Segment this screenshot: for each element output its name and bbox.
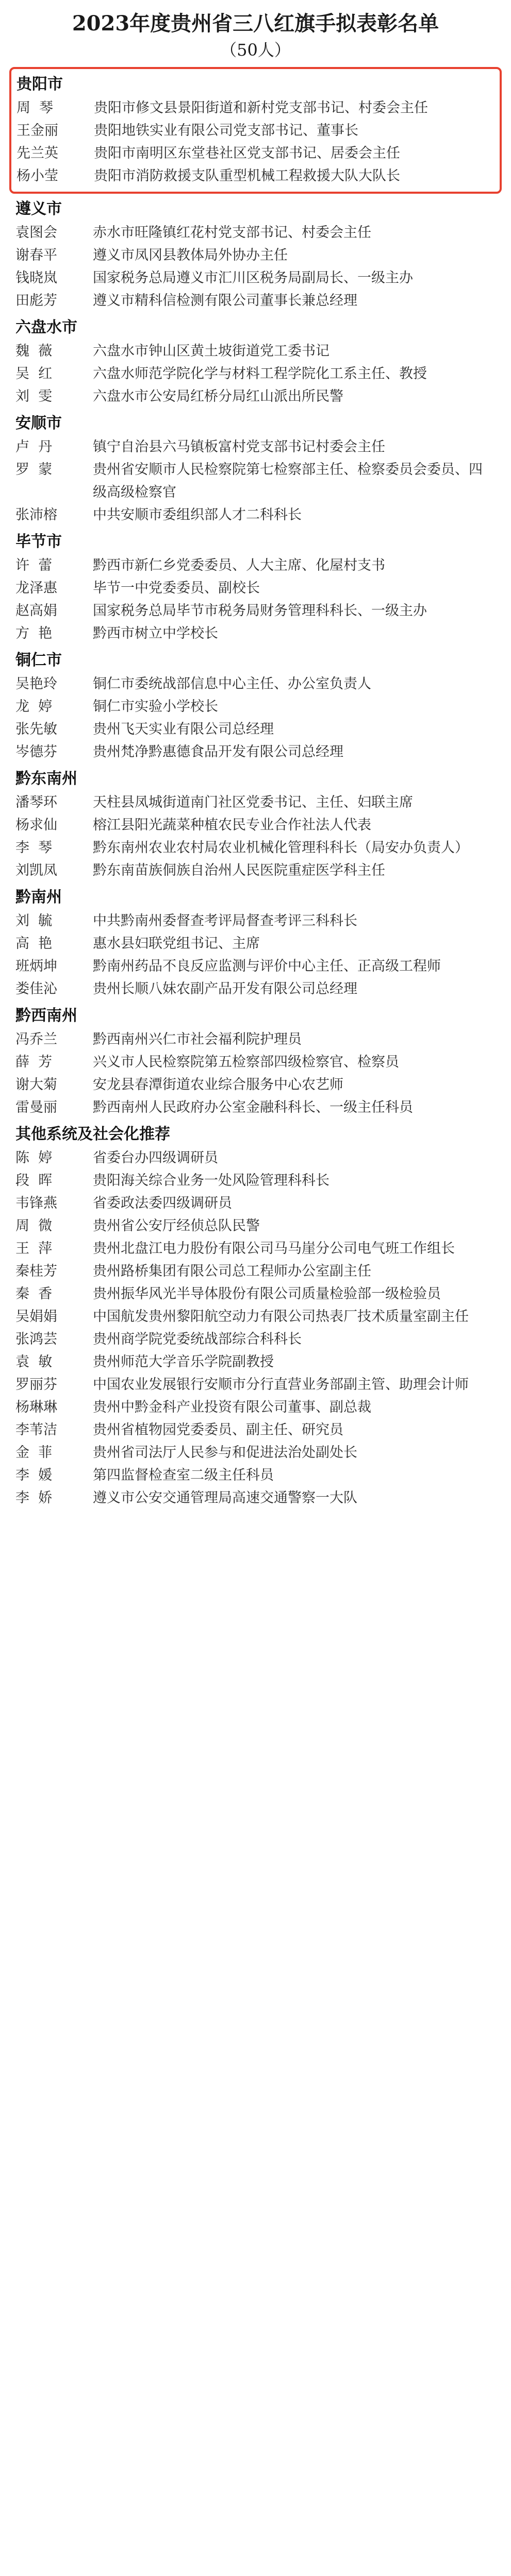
region-title: 安顺市	[15, 414, 62, 432]
honoree-name: 薛 芳	[15, 1054, 53, 1070]
honoree-name: 卢 丹	[15, 439, 53, 455]
region-section	[15, 767, 496, 882]
honoree-row	[15, 1215, 496, 1238]
honoree-row	[15, 718, 496, 741]
honoree-row	[15, 1028, 496, 1051]
honoree-row	[15, 837, 496, 859]
honoree-position: 贵州路桥集团有限公司总工程师办公室副主任	[93, 1263, 371, 1279]
honoree-position: 安龙县春潭街道农业综合服务中心农艺师	[93, 1077, 343, 1093]
region-section	[15, 411, 496, 527]
honoree-position: 中共安顺市委组织部人才二科科长	[93, 507, 302, 523]
honoree-row	[15, 814, 496, 837]
honoree-row	[15, 577, 496, 600]
honoree-row	[17, 165, 494, 188]
honoree-position: 遵义市公安交通管理局高速交通警察一大队	[93, 1490, 357, 1506]
region-title: 毕节市	[15, 533, 62, 551]
honoree-name: 金 菲	[15, 1445, 53, 1461]
region-title: 黔南州	[15, 888, 62, 906]
honoree-row	[15, 504, 496, 527]
honoree-position: 省委政法委四级调研员	[93, 1195, 232, 1211]
honoree-position: 黔东南州农业农村局农业机械化管理科科长（局安办负责人）	[93, 840, 469, 856]
honoree-row	[15, 1147, 496, 1170]
honoree-name: 杨求仙	[15, 817, 57, 833]
honoree-position: 贵阳地铁实业有限公司党支部书记、董事长	[94, 123, 358, 139]
honoree-position: 黔西南州兴仁市社会福利院护理员	[93, 1031, 302, 1047]
honoree-position: 中国农业发展银行安顺市分行直营业务部副主管、助理会计师	[93, 1377, 469, 1393]
region-title: 黔东南州	[15, 770, 77, 788]
honoree-row	[15, 267, 496, 290]
honoree-position: 贵州省安顺市人民检察院第七检察部主任、检察委员会委员、四级高级检察官	[93, 462, 483, 500]
honoree-row	[15, 1487, 496, 1510]
region-title: 铜仁市	[15, 651, 62, 669]
honoree-name: 张鸿芸	[15, 1331, 57, 1347]
honoree-row	[15, 1260, 496, 1283]
region-section	[15, 885, 496, 1001]
honoree-row	[15, 1051, 496, 1074]
honoree-name: 雷曼丽	[15, 1099, 57, 1115]
honoree-position: 国家税务总局毕节市税务局财务管理科科长、一级主办	[93, 603, 427, 619]
honoree-name: 韦锋燕	[15, 1195, 57, 1211]
region-section	[15, 530, 496, 645]
honoree-position: 贵阳市消防救援支队重型机械工程救援大队大队长	[94, 168, 400, 184]
honoree-row	[15, 1374, 496, 1396]
region-section	[15, 1004, 496, 1119]
honoree-position: 第四监督检查室二级主任科员	[93, 1467, 274, 1483]
honoree-row	[15, 1096, 496, 1119]
honoree-name: 罗丽芬	[15, 1377, 57, 1393]
honoree-position: 中国航发贵州黎阳航空动力有限公司热表厂技术质量室副主任	[93, 1309, 469, 1325]
honoree-row	[15, 978, 496, 1001]
honoree-name: 李 琴	[15, 840, 53, 856]
honoree-position: 贵阳市修文县景阳街道和新村党支部书记、村委会主任	[94, 100, 428, 116]
honoree-name: 魏 薇	[15, 343, 53, 359]
honoree-position: 六盘水市钟山区黄土坡街道党工委书记	[93, 343, 329, 359]
honoree-row	[17, 120, 494, 142]
honoree-name: 杨琳琳	[15, 1399, 57, 1415]
honoree-row	[15, 741, 496, 764]
region-title: 黔西南州	[15, 1007, 77, 1025]
honoree-position: 贵州梵净黔惠德食品开发有限公司总经理	[93, 744, 343, 760]
honoree-name: 袁图会	[15, 225, 57, 241]
honoree-position: 中共黔南州委督查考评局督查考评三科科长	[93, 913, 357, 929]
honoree-row	[15, 1238, 496, 1260]
honoree-name: 张沛榕	[15, 507, 57, 523]
honoree-row	[15, 1464, 496, 1487]
honoree-row	[15, 1351, 496, 1374]
honoree-position: 黔南州药品不良反应监测与评价中心主任、正高级工程师	[93, 958, 441, 974]
honoree-position: 贵州振华风光半导体股份有限公司质量检验部一级检验员	[93, 1286, 441, 1302]
honoree-name: 张先敏	[15, 721, 57, 737]
honoree-row	[15, 673, 496, 696]
honoree-name: 吴 红	[15, 366, 53, 382]
honoree-name: 李苇洁	[15, 1422, 57, 1438]
honoree-position: 榕江县阳光蔬菜种植农民专业合作社法人代表	[93, 817, 371, 833]
honoree-name: 钱晓岚	[15, 270, 57, 286]
honoree-row	[15, 1419, 496, 1442]
honoree-position: 惠水县妇联党组书记、主席	[93, 936, 260, 952]
honoree-row	[15, 459, 496, 504]
region-title: 贵阳市	[17, 75, 63, 93]
honoree-position: 黔东南苗族侗族自治州人民医院重症医学科主任	[93, 862, 385, 878]
region-section	[15, 315, 496, 408]
honoree-name: 冯乔兰	[15, 1031, 57, 1047]
honoree-name: 潘琴环	[15, 794, 57, 810]
honoree-row	[15, 290, 496, 312]
honoree-row	[17, 97, 494, 120]
honoree-row	[15, 1074, 496, 1096]
honoree-position: 遵义市精科信检测有限公司董事长兼总经理	[93, 293, 357, 309]
honoree-name: 陈 婷	[15, 1150, 53, 1166]
region-title: 其他系统及社会化推荐	[15, 1125, 170, 1143]
honoree-name: 龙泽惠	[15, 580, 57, 596]
document-title: 2023年度贵州省三八红旗手拟表彰名单	[72, 11, 439, 36]
honoree-row	[15, 910, 496, 933]
honoree-position: 贵州省植物园党委委员、副主任、研究员	[93, 1422, 343, 1438]
honoree-name: 龙 婷	[15, 699, 53, 715]
honoree-name: 周 琴	[17, 100, 54, 116]
honoree-row	[15, 1192, 496, 1215]
honoree-row	[15, 1283, 496, 1306]
honoree-name: 罗 蒙	[15, 462, 53, 478]
honoree-name: 娄佳沁	[15, 981, 57, 997]
honoree-row	[15, 1170, 496, 1192]
honoree-row	[15, 933, 496, 955]
honoree-list	[15, 67, 496, 1510]
honoree-row	[15, 554, 496, 577]
honoree-row	[15, 436, 496, 459]
honoree-position: 贵州长顺八妹农副产品开发有限公司总经理	[93, 981, 357, 997]
honoree-position: 贵州北盘江电力股份有限公司马马崖分公司电气班工作组长	[93, 1241, 455, 1257]
honoree-position: 兴义市人民检察院第五检察部四级检察官、检察员	[93, 1054, 399, 1070]
honoree-row	[15, 1442, 496, 1464]
honoree-position: 黔西市新仁乡党委委员、人大主席、化屋村支书	[93, 557, 385, 573]
honoree-row	[15, 340, 496, 363]
honoree-position: 贵州师范大学音乐学院副教授	[93, 1354, 274, 1370]
region-title: 遵义市	[15, 200, 62, 218]
honoree-row	[15, 244, 496, 267]
honoree-row	[15, 1396, 496, 1419]
honoree-name: 刘 毓	[15, 913, 53, 929]
honoree-name: 王金丽	[17, 123, 58, 139]
honoree-name: 李 媛	[15, 1467, 53, 1483]
honoree-row	[15, 622, 496, 645]
honoree-position: 贵阳市南明区东堂巷社区党支部书记、居委会主任	[94, 145, 400, 161]
region-title: 六盘水市	[15, 318, 77, 336]
honoree-row	[15, 600, 496, 622]
honoree-row	[15, 363, 496, 385]
honoree-position: 国家税务总局遵义市汇川区税务局副局长、一级主办	[93, 270, 413, 286]
honoree-name: 岑德芬	[15, 744, 57, 760]
honoree-position: 省委台办四级调研员	[93, 1150, 218, 1166]
honoree-name: 李 娇	[15, 1490, 53, 1506]
honoree-row	[15, 791, 496, 814]
honoree-name: 周 微	[15, 1218, 53, 1234]
honoree-name: 袁 敏	[15, 1354, 53, 1370]
honoree-row	[15, 1306, 496, 1328]
honoree-position: 贵州中黔金科产业投资有限公司董事、副总裁	[93, 1399, 371, 1415]
honoree-position: 镇宁自治县六马镇板富村党支部书记村委会主任	[93, 439, 385, 455]
honoree-name: 秦 香	[15, 1286, 53, 1302]
honoree-position: 六盘水市公安局红桥分局红山派出所民警	[93, 388, 343, 404]
honoree-position: 毕节一中党委委员、副校长	[93, 580, 260, 596]
honoree-position: 贵州省司法厅人民参与和促进法治处副处长	[93, 1445, 357, 1461]
honoree-count: （50人）	[220, 40, 291, 60]
region-section	[15, 1122, 496, 1510]
honoree-position: 铜仁市委统战部信息中心主任、办公室负责人	[93, 676, 371, 692]
honoree-row	[15, 859, 496, 882]
honoree-name: 赵高娟	[15, 603, 57, 619]
honoree-position: 天柱县凤城街道南门社区党委书记、主任、妇联主席	[93, 794, 413, 810]
honoree-row	[15, 1328, 496, 1351]
honoree-name: 谢大菊	[15, 1077, 57, 1093]
honoree-position: 黔西市树立中学校长	[93, 625, 218, 641]
honoree-row	[15, 696, 496, 718]
honoree-name: 吴娟娟	[15, 1309, 57, 1325]
honoree-name: 吴艳玲	[15, 676, 57, 692]
honoree-row	[15, 955, 496, 978]
honoree-row	[15, 385, 496, 408]
honoree-position: 赤水市旺隆镇红花村党支部书记、村委会主任	[93, 225, 371, 241]
honoree-name: 秦桂芳	[15, 1263, 57, 1279]
honoree-position: 贵州省公安厅经侦总队民警	[93, 1218, 260, 1234]
honoree-name: 班炳坤	[15, 958, 57, 974]
honoree-name: 许 蕾	[15, 557, 53, 573]
honoree-position: 贵阳海关综合业务一处风险管理科科长	[93, 1173, 329, 1189]
honoree-name: 杨小莹	[17, 168, 58, 184]
honoree-name: 方 艳	[15, 625, 53, 641]
honoree-position: 黔西南州人民政府办公室金融科科长、一级主任科员	[93, 1099, 413, 1115]
region-section	[9, 67, 502, 194]
honoree-position: 六盘水师范学院化学与材料工程学院化工系主任、教授	[93, 366, 427, 382]
honoree-name: 高 艳	[15, 936, 53, 952]
honoree-name: 刘 雯	[15, 388, 53, 404]
honoree-position: 铜仁市实验小学校长	[93, 699, 218, 715]
honoree-name: 王 萍	[15, 1241, 53, 1257]
honoree-position: 贵州飞天实业有限公司总经理	[93, 721, 274, 737]
honoree-row	[15, 222, 496, 244]
honoree-row	[17, 142, 494, 165]
honoree-name: 先兰英	[17, 145, 58, 161]
honoree-name: 刘凯凤	[15, 862, 57, 878]
honoree-position: 贵州商学院党委统战部综合科科长	[93, 1331, 302, 1347]
honoree-name: 谢春平	[15, 247, 57, 263]
region-section	[15, 197, 496, 312]
honoree-name: 段 晖	[15, 1173, 53, 1189]
honoree-position: 遵义市凤冈县教体局外协办主任	[93, 247, 288, 263]
region-section	[15, 648, 496, 764]
honoree-name: 田彪芳	[15, 293, 57, 309]
